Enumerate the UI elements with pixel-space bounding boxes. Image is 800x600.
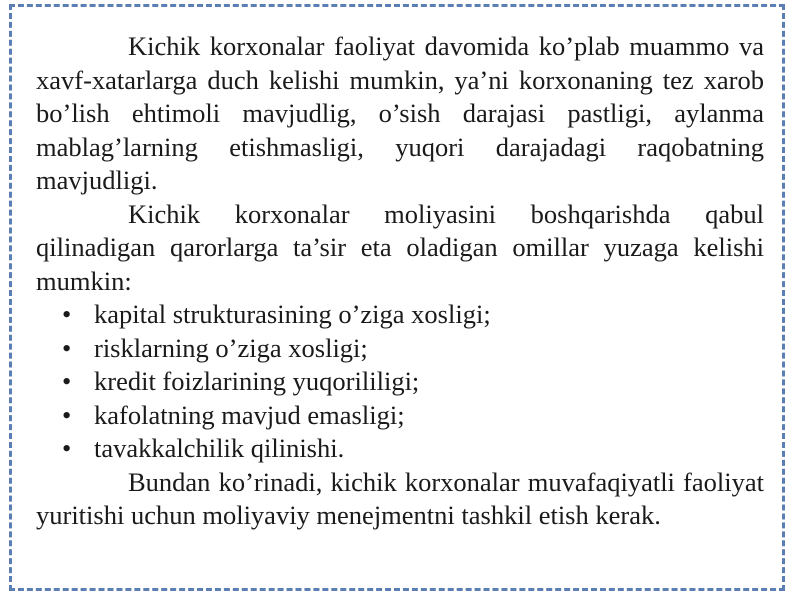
- bullet-icon: •: [62, 366, 72, 396]
- bullet-text: kapital strukturasining o’ziga xosligi;: [94, 299, 491, 329]
- text-block: [36, 30, 764, 533]
- list-item: [36, 332, 764, 366]
- list-item: [36, 298, 764, 332]
- bullet-icon: •: [62, 433, 72, 463]
- bullet-text: kafolatning mavjud emasligi;: [94, 399, 405, 430]
- bullet-list: [36, 298, 764, 466]
- paragraph-1: Kichik korxonalar faoliyat davomida ko’plab muammo va xavf-xatarlarga duch kelishi mumkin, ya’ni korxonaning tez xarob bo’lish ehtimoli mavjudlig, o’sish darajasi pastligi, aylanma mablag’larning etishmasligi, yuqori darajadagi raqobatning mavjudligi.: [36, 31, 764, 195]
- bullet-text: risklarning o’ziga xosligi;: [94, 332, 368, 363]
- bullet-text: kredit foizlarining yuqorililigi;: [94, 366, 420, 396]
- paragraph-3: Bundan ko’rinadi, kichik korxonalar muvafaqiyatli faoliyat yuritishi uchun moliyaviy menejmentni tashkil etish kerak.: [36, 466, 764, 530]
- list-item: [36, 365, 764, 399]
- list-item: [36, 399, 764, 433]
- paragraph-2: Kichik korxonalar moliyasini boshqarishda qabul qilinadigan qarorlarga ta’sir eta oladigan omillar yuzaga kelishi mumkin:: [36, 198, 764, 296]
- bullet-icon: •: [62, 399, 72, 430]
- bullet-icon: •: [62, 332, 72, 363]
- bullet-icon: •: [62, 299, 72, 329]
- bullet-text: tavakkalchilik qilinishi.: [94, 433, 345, 463]
- list-item: [36, 432, 764, 466]
